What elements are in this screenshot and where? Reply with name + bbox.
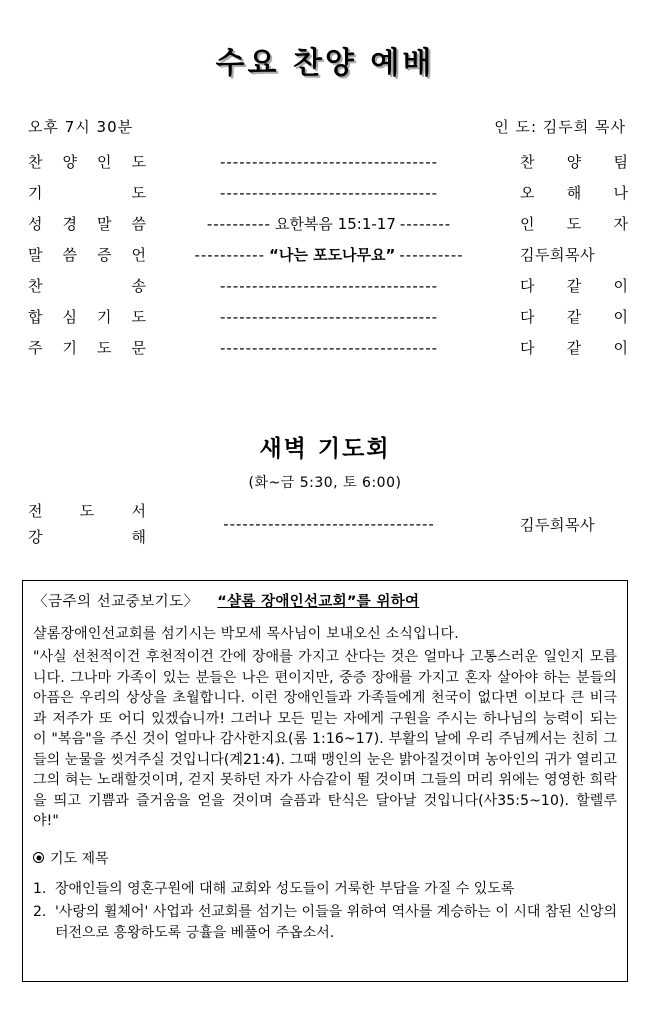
order-item-label-char: 말 [97,215,112,233]
order-item-dashes [146,308,512,326]
service-info-row [28,116,626,137]
order-item-person-char: 인 [520,215,535,233]
order-item-detail: 요한복음 15:1-17 [274,215,396,233]
dawn-prayer-labels [28,498,146,550]
order-row [28,213,628,244]
order-item-label-char: 송 [131,277,146,295]
dawn-prayer-speaker: 김두희목사 [520,515,595,534]
order-item-label [28,151,146,172]
prayer-topic-item [33,902,617,943]
order-item-label-char: 합 [28,308,43,326]
order-item-label-char: 말 [28,246,43,264]
mission-prayer-box [22,580,628,982]
order-item-label-char: 도 [131,184,146,202]
order-item-person-char: 다 [520,308,535,326]
order-item-label-char: 성 [28,215,43,233]
page-title: 수요 찬양 예배 [215,46,435,81]
mission-prayer-intro: 샬롬장애인선교회를 섬기시는 박모세 목사님이 보내오신 소식입니다. [33,626,459,642]
dawn-label-char: 해 [131,528,146,546]
order-item-person-char: 이 [613,308,628,326]
order-item-label [28,213,146,234]
order-item-dashes [146,339,512,357]
order-item-label-char: 도 [131,153,146,171]
dash-segment: ---------------------------------- [219,339,439,357]
order-item-person-char: 자 [613,215,628,233]
dash-segment: ---------------------------------- [219,153,439,171]
order-item-person-char: 도 [566,215,582,233]
prayer-topics-heading-label: 기도 제목 [50,850,109,867]
order-item-label [28,244,146,265]
order-item-person-char: 같 [566,277,582,295]
prayer-topics-list [33,879,617,944]
dawn-label-char: 서 [131,502,146,520]
order-item-person-char: 같 [566,339,582,357]
order-row [28,306,628,337]
order-item-person [512,244,628,265]
prayer-topic-text: '사랑의 휠체어' 사업과 선교회를 섬기는 이들을 위하여 역사를 계승하는 이 시대 참된 신앙의 터전으로 흥왕하도록 긍휼을 베풀어 주옵소서. [55,904,617,941]
dawn-dash-line: --------------------------------- [223,515,435,533]
mission-prayer-topic: “샬롬 장애인선교회”를 위하여 [217,594,420,610]
order-item-label-char: 찬 [28,277,43,295]
dawn-label-char: 전 [28,502,43,520]
order-item-person [512,151,628,172]
dash-segment-right: ---------- [399,246,464,264]
order-row [28,244,628,275]
mission-prayer-bracket-label: 〈금주의 선교중보기도〉 [33,594,199,610]
order-row [28,337,628,368]
prayer-topic-number: 1. [33,880,47,897]
order-item-label-char: 기 [62,339,77,357]
prayer-topics-heading [33,848,617,868]
service-leader: 인 도: 김두희 목사 [494,118,626,136]
order-item-label-char: 경 [62,215,77,233]
order-item-dashes [146,213,512,234]
order-item-person-char: 이 [613,339,628,357]
order-of-service-list [28,151,628,368]
order-item-person [512,275,628,296]
dash-segment-left: ---------- [206,215,271,233]
dawn-prayer-schedule: (화~금 5:30, 토 6:00) [248,475,402,491]
dash-segment: ---------------------------------- [219,277,439,295]
order-item-dashes [146,153,512,171]
order-item-label [28,306,146,327]
order-item-label-char: 씀 [62,246,77,264]
order-item-label-char: 기 [28,184,43,202]
order-item-person [512,213,628,234]
order-row [28,151,628,182]
prayer-topic-text: 장애인들의 영혼구원에 대해 교회와 성도들이 거룩한 부담을 가질 수 있도록 [55,880,515,897]
order-item-person-char: 양 [566,153,582,171]
dash-segment: ---------------------------------- [219,308,439,326]
dash-segment-right: -------- [399,215,452,233]
order-item-label-char: 언 [131,246,146,264]
order-row [28,275,628,306]
order-item-label [28,182,146,203]
order-item-person-char: 찬 [520,153,535,171]
order-item-label-char: 씀 [131,215,146,233]
dawn-prayer-title: 새벽 기도회 [259,436,391,462]
dawn-prayer-row [28,498,628,550]
order-item-label-char: 기 [97,308,112,326]
order-item-label-char: 도 [97,339,112,357]
order-item-label-char: 인 [97,153,112,171]
order-item-person [512,182,628,203]
prayer-topic-number: 2. [33,904,47,920]
order-item-label [28,275,146,296]
order-item-label [28,337,146,358]
dash-segment: ---------------------------------- [219,184,439,202]
order-item-label-char: 문 [131,339,146,357]
order-item-person-char: 다 [520,339,535,357]
order-item-person-char: 해 [566,184,582,202]
order-item-label-char: 증 [97,246,112,264]
mission-prayer-body: "사실 선천적이건 후천적이건 간에 장애를 가지고 산다는 것은 얼마나 고통스러운 일인지 모릅니다. 그나마 가족이 있는 분들은 나은 편이지만, 중증 장애를 가지고 혼자 살아야 하는 분들의 아픔은 우리의 상상을 초월합니다. 이런 장애인들과 가족들에게 천국이 없다면 이보다 큰 비극과 저주가 또 어디 있겠습니까! 그러나 모든 믿는 자에게 구원을 주시는 하나님의 능력이 되는 이 "복음"을 주신 것이 얼마나 감사한지요(롬 1:16~17). 부활의 날에 우리 주님께서는 친히 그들의 눈물을 씻겨주실 것입니다(계21:4). 그때 맹인의 눈은 밝아질것이며 농아인의 귀가 열리고 그의 혀는 노래할것이며, 걷지 못하던 자가 사슴같이 뛸 것이며 그들의 머리 위에는 영영한 희락을 띄고 기쁨과 즐거움을 얻을 것이며 슬픔과 탄식은 달아날 것입니다(사35:5~10). 할렐루야!" [33,649,617,829]
dawn-label-char: 도 [79,502,95,520]
order-item-label-char: 양 [62,153,77,171]
order-item-person-char: 팀 [613,153,628,171]
order-item-label-char: 찬 [28,153,43,171]
order-item-person-char: 같 [566,308,582,326]
mission-prayer-header [33,590,617,611]
order-item-label-char: 주 [28,339,43,357]
order-item-label-char: 심 [62,308,77,326]
order-item-person-char: 오 [520,184,535,202]
order-item-dashes [146,277,512,295]
order-item-person-char: 이 [613,277,628,295]
dawn-label-char: 강 [28,528,43,546]
order-row [28,182,628,213]
order-item-person [512,306,628,327]
order-item-person-char: 김두희목사 [520,246,595,264]
prayer-topic-item [33,879,617,900]
radio-bullet-icon [33,852,44,863]
order-item-person [512,337,628,358]
dawn-label-line-1 [28,498,146,524]
dawn-label-line-2 [28,524,146,550]
order-item-detail: “나는 포도나무요” [269,246,396,264]
order-item-label-char: 도 [131,308,146,326]
order-item-dashes [146,244,512,265]
service-time: 오후 7시 30분 [28,118,134,136]
order-item-dashes [146,184,512,202]
order-item-person-char: 다 [520,277,535,295]
dash-segment-left: ----------- [194,246,266,264]
order-item-person-char: 나 [613,184,628,202]
